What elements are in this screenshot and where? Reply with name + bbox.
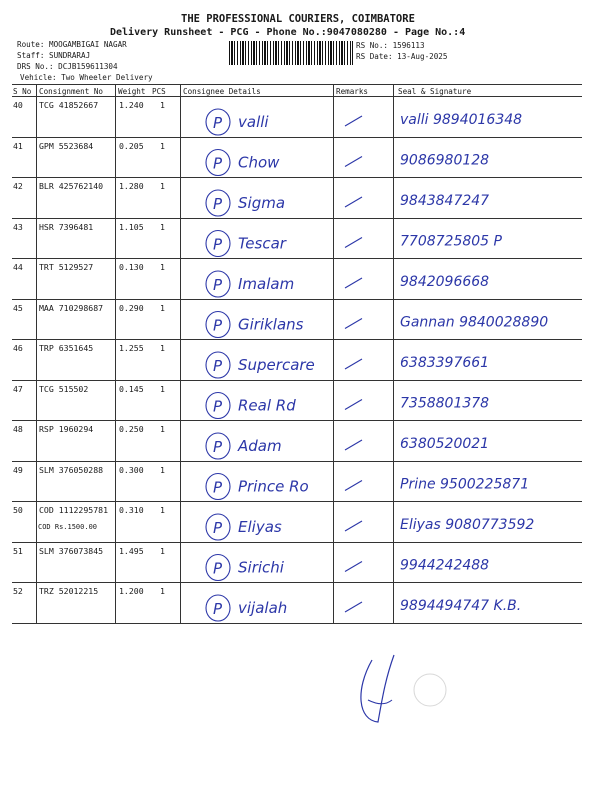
handwritten-signature: 6383397661 [400,355,490,371]
handwritten-signature: Prine 9500225871 [400,476,530,493]
handwritten-consignee-name: Eliyas [238,518,282,536]
row-pcs: 1 [160,505,165,515]
row-weight: 1.255 [119,343,144,353]
row-sno: 50 [13,505,23,515]
row-consignment-no: SLM 376050288 [39,464,104,475]
col-header-weight: Weight [118,87,146,96]
drs-number: DRS No.: DCJB159611304 [17,62,118,71]
handwritten-signature: 9843847247 [400,193,490,209]
staff-label: Staff: SUNDRARAJ [17,51,91,60]
col-header-consignee: Consignee Details [183,87,261,96]
row-weight: 1.240 [119,100,144,110]
remark-tick [345,521,362,531]
row-weight: 0.310 [119,505,144,515]
vehicle-label: Vehicle: Two Wheeler Delivery [20,73,153,82]
handwritten-signature: 7708725805 P [400,233,502,250]
handwritten-p: P [213,114,223,132]
route-label: Route: MOOGAMBIGAI NAGAR [17,40,127,49]
row-pcs: 1 [160,424,165,434]
row-consignment-no: TCG 41852667 [39,100,99,110]
row-pcs: 1 [160,221,165,232]
row-consignment-no: TRT 5129527 [39,262,94,272]
row-pcs: 1 [160,545,165,556]
rs-number: RS No.: 1596113 [356,41,425,50]
remark-tick [345,359,362,369]
row-pcs: 1 [160,181,165,191]
handwritten-p: P [213,478,223,497]
handwritten-consignee-name: Sirichi [238,558,284,577]
remark-tick [345,562,362,572]
remark-tick [345,400,362,410]
handwritten-p: P [213,519,223,537]
remark-tick [345,481,362,491]
row-sno: 52 [13,586,23,596]
row-sno: 49 [13,464,23,475]
col-header-remarks: Remarks [336,87,369,96]
handwritten-signature: 9842096668 [400,274,490,290]
remark-tick [345,319,362,329]
handwritten-signature: Eliyas 9080773592 [400,517,535,533]
row-pcs: 1 [160,383,165,394]
row-consignment-no: GPM 5523684 [39,140,94,151]
handwritten-consignee-name: Adam [238,437,282,455]
row-pcs: 1 [160,262,165,272]
row-pcs: 1 [160,100,165,110]
handwritten-consignee-name: Supercare [238,356,315,374]
handwritten-p: P [213,559,223,578]
handwritten-consignee-name: Tescar [238,234,286,253]
handwritten-consignee-name: Real Rd [238,396,296,415]
row-consignment-no: HSR 7396481 [39,221,94,232]
handwritten-signature: Gannan 9840028890 [400,314,549,331]
handwritten-consignee-name: vijalah [238,599,288,617]
row-weight: 0.145 [119,383,144,394]
row-pcs: 1 [160,343,165,353]
row-sno: 46 [13,343,23,353]
handwritten-consignee-name: valli [238,113,269,131]
page-title: THE PROFESSIONAL COURIERS, COIMBATORE [181,13,415,25]
handwritten-p: P [213,154,223,173]
row-consignment-no: TCG 515502 [39,383,89,394]
row-pcs: 1 [160,586,165,596]
handwritten-signature: 9894494747 K.B. [400,598,522,614]
row-sno: 41 [13,140,23,151]
remark-tick [345,116,362,126]
row-sno: 45 [13,302,23,313]
handwritten-consignee-name: Chow [238,153,280,172]
remark-tick [345,157,362,167]
row-weight: 0.300 [119,464,144,475]
handwritten-signature: valli 9894016348 [400,112,523,128]
row-sno: 44 [13,262,23,272]
handwritten-p: P [213,195,223,213]
row-weight: 0.250 [119,424,144,434]
row-sno: 48 [13,424,23,434]
col-header-pcs: PCS [152,87,166,96]
row-weight: 0.205 [119,140,144,151]
handwritten-p: P [213,316,223,335]
remark-tick [345,278,362,288]
row-sno: 47 [13,383,23,394]
row-sno: 51 [13,545,23,556]
row-cod-amount: COD Rs.1500.00 [38,523,98,531]
handwritten-p: P [213,235,223,254]
row-sno: 40 [13,100,23,110]
remark-tick [345,197,362,207]
row-weight: 0.290 [119,302,144,313]
page-subtitle: Delivery Runsheet - PCG - Phone No.:9047080280 - Page No.:4 [110,27,466,38]
row-consignment-no: BLR 425762140 [39,181,104,191]
row-weight: 1.495 [119,545,144,556]
remark-tick [345,440,362,450]
row-weight: 1.105 [119,221,144,232]
row-consignment-no: MAA 710298687 [39,302,104,313]
row-sno: 42 [13,181,23,191]
handwritten-consignee-name: Prince Ro [238,477,309,496]
col-header-signature: Seal & Signature [398,87,472,96]
row-pcs: 1 [160,302,165,313]
col-header-sno: S No [13,87,32,96]
row-consignment-no: RSP 1960294 [39,424,94,434]
remark-tick [345,602,362,612]
handwritten-p: P [213,438,223,456]
handwritten-consignee-name: Sigma [238,194,286,212]
handwritten-p: P [213,357,223,375]
rs-date: RS Date: 13-Aug-2025 [356,52,448,61]
handwritten-p: P [213,276,223,294]
row-pcs: 1 [160,140,165,151]
col-header-consignment: Consignment No [39,87,104,96]
handwritten-signature: 9086980128 [400,152,490,169]
row-consignment-no: COD 1112295781 [39,505,109,515]
row-consignment-no: SLM 376073845 [39,545,104,556]
handwritten-signature: 6380520021 [400,436,490,452]
row-sno: 43 [13,221,23,232]
row-weight: 1.280 [119,181,144,191]
handwritten-consignee-name: Giriklans [238,315,304,334]
handwritten-p: P [213,600,223,618]
row-consignment-no: TRZ 52012215 [39,586,99,596]
row-consignment-no: TRP 6351645 [39,343,94,353]
handwritten-signature: 9944242488 [400,557,490,574]
row-weight: 0.130 [119,262,144,272]
remark-tick [345,238,362,248]
row-pcs: 1 [160,464,165,475]
handwritten-consignee-name: Imalam [238,275,295,293]
handwritten-p: P [213,397,223,416]
row-weight: 1.200 [119,586,144,596]
handwritten-signature: 7358801378 [400,395,490,412]
